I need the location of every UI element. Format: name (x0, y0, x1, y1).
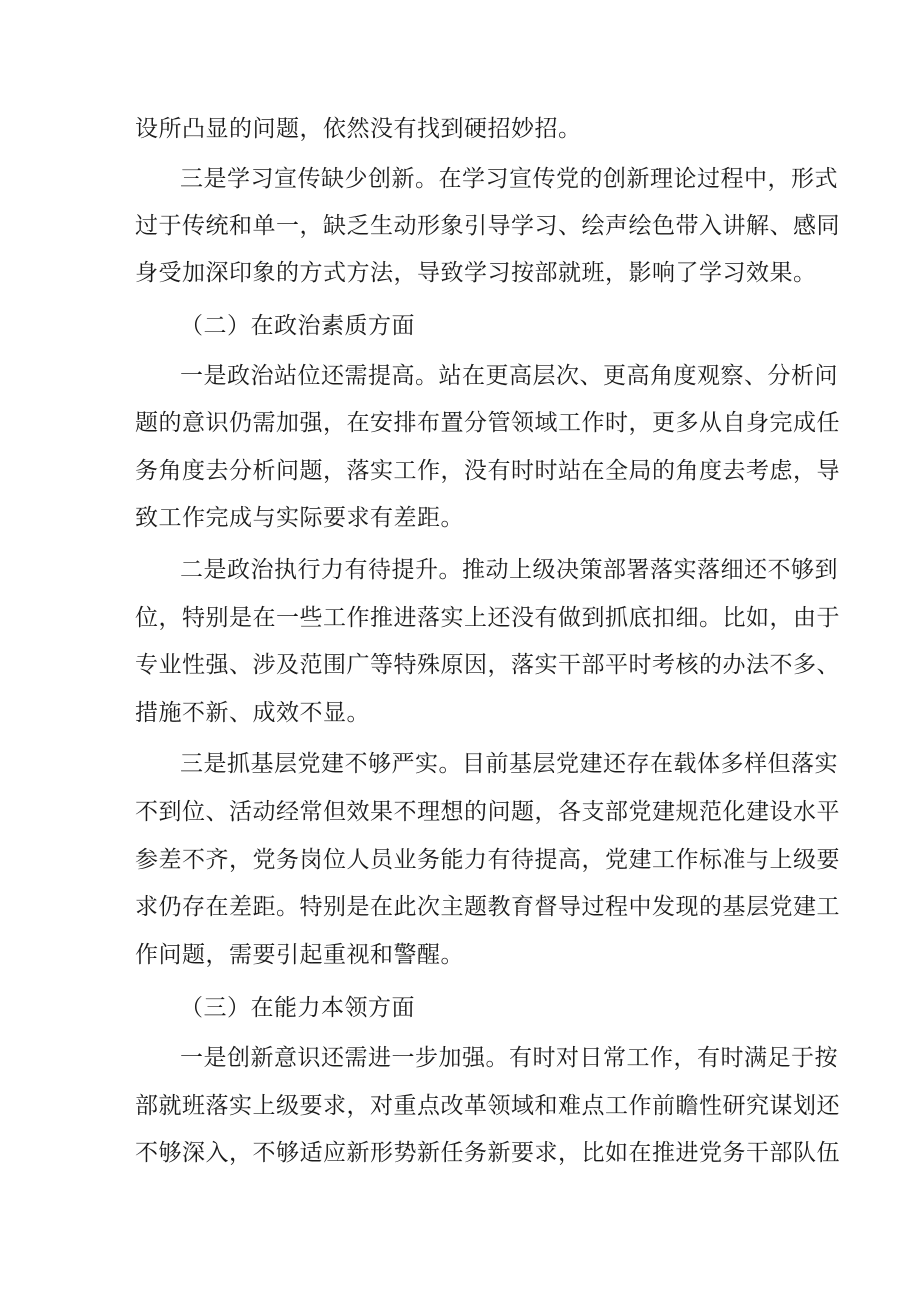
paragraph-line: 不够深入，不够适应新形势新任务新要求，比如在推进党务干部队伍 (135, 1140, 840, 1166)
paragraph-line: 设所凸显的问题，依然没有找到硬招妙招。 (135, 116, 582, 142)
section-heading: （三）在能力本领方面 (180, 995, 415, 1021)
paragraph-line: 三是抓基层党建不够严实。目前基层党建还存在载体多样但落实 (180, 751, 838, 777)
paragraph-line: 过于传统和单一，缺乏生动形象引导学习、绘声绘色带入讲解、感同 (135, 213, 840, 239)
paragraph-line: 措施不新、成效不显。 (135, 700, 370, 726)
paragraph-line: 题的意识仍需加强，在安排布置分管领域工作时，更多从自身完成任 (135, 410, 840, 436)
paragraph-line: 一是政治站位还需提高。站在更高层次、更高角度观察、分析问 (180, 363, 838, 389)
paragraph-line: 作问题，需要引起重视和警醒。 (135, 942, 464, 968)
section-heading: （二）在政治素质方面 (180, 313, 415, 339)
paragraph-line: 身受加深印象的方式方法，导致学习按部就班，影响了学习效果。 (135, 260, 817, 286)
paragraph-line: 务角度去分析问题，落实工作，没有时时站在全局的角度去考虑，导 (135, 458, 840, 484)
paragraph-line: 参差不齐，党务岗位人员业务能力有待提高，党建工作标准与上级要 (135, 847, 840, 873)
paragraph-line: 一是创新意识还需进一步加强。有时对日常工作，有时满足于按 (180, 1045, 838, 1071)
paragraph-line: 位，特别是在一些工作推进落实上还没有做到抓底扣细。比如，由于 (135, 605, 840, 631)
paragraph-line: 部就班落实上级要求，对重点改革领域和难点工作前瞻性研究谋划还 (135, 1093, 840, 1119)
paragraph-line: 求仍存在差距。特别是在此次主题教育督导过程中发现的基层党建工 (135, 894, 840, 920)
paragraph-line: 三是学习宣传缺少创新。在学习宣传党的创新理论过程中，形式 (180, 166, 838, 192)
paragraph-line: 二是政治执行力有待提升。推动上级决策部署落实落细还不够到 (180, 557, 838, 583)
paragraph-line: 不到位、活动经常但效果不理想的问题，各支部党建规范化建设水平 (135, 799, 840, 825)
paragraph-line: 专业性强、涉及范围广等特殊原因，落实干部平时考核的办法不多、 (135, 652, 840, 678)
paragraph-line: 致工作完成与实际要求有差距。 (135, 505, 464, 531)
